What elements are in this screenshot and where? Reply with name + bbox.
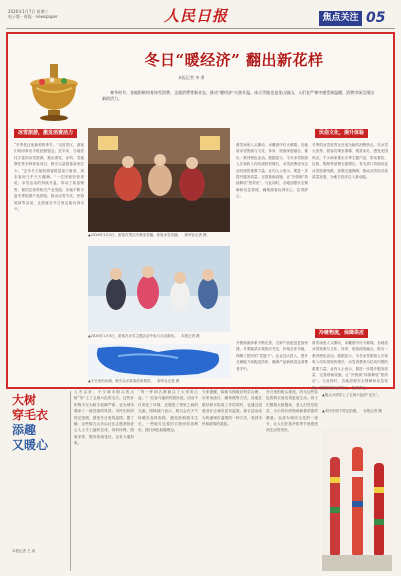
lower-divider-1 (70, 391, 71, 571)
header-date (8, 9, 58, 19)
photo-sled-ride-image (88, 128, 230, 232)
hotpot-illustration (26, 62, 82, 124)
feature-title: 冬日“暖经济” 翻出新花样 (144, 51, 324, 69)
feature-col-3b: 冷链物流体系不断完善，生鲜产品配送更加快捷。冬季蔬菜水果供应充足，价格总体平稳，保障了居民的“菜篮子”。企业加大投入，提升仓储能力和配送效率，确保产品新鲜送达消费者手中。 (236, 341, 308, 371)
lower-headline (12, 393, 68, 553)
lower-headline-line4: 又暖心 (12, 438, 49, 452)
photo-tree-sweaters-image (322, 427, 392, 571)
lower-byline: 本报记者 王 某 (12, 549, 36, 553)
photo-ice-games (88, 246, 230, 332)
photo-ice-lake (88, 344, 230, 378)
lower-headline-line3: 添趣 (12, 423, 37, 437)
lower-col-4: 冬日里的街头巷尾，因为这些彩色的树衣而变得更加生动。孩子们围着大树嬉戏，老人们驻足欣赏，小小的针织物承载着浓浓的暖意，也成为城市文化的一部分，让人们在寒冷的季节里感受到生活的美好。 (266, 390, 318, 433)
subhead-ice-tourism: 冰雪旅游，激发消费活力 (14, 129, 77, 138)
feature-byline: 本报记者 李 勇 (178, 75, 205, 80)
newspaper-logo: 人民日报 (164, 7, 229, 25)
photo-sled-ride (88, 128, 230, 232)
lower-col-3: 专家提醒，给树木保暖应科学合理，可采用涂白、缠草绳等方式。各地在做好树木防寒工作的同时，也通过创意设计让城市更有温度。树衣活动成为传递城市温情的一种方式，受到市民和游客的欢迎。 (202, 390, 262, 427)
feature-col-3: 滑雪场里人头攒动，冰雕园中灯火璀璨。各地将冰雪资源与文化、体育、旅游深度融合，推出一系列特色活动。数据显示，今冬冰雪旅游人次和收入均实现较快增长，冰雪消费成为拉动内需的重要力量。业内人士表示，要进一步提升服务质量，完善基础设施，让“冷资源”持续释放“热效应”。与此同时，各地加强安全保障和应急管理，确保游客玩得安心、住得舒心。 (236, 143, 308, 199)
lower-headline-line1: 大树 (12, 393, 37, 407)
lower-col-2: “每一件树衣都倾注了大家的心血。”一位参与编织的居民说。活动不仅美化了环境，还增进了邻里之间的交流。园林部门表示，树衣会在天气转暖后及时拆除，避免影响树木生长。一些地方还将旧衣物回收再利用，践行绿色低碳理念。 (138, 390, 198, 433)
header-rule (6, 28, 395, 29)
lower-headline-line2: 穿毛衣 (12, 408, 49, 422)
lower-col-1: 入冬以来，不少城市街头的大树“穿”上了五颜六色的毛衣。这些针织物不仅为树木抵御严寒，也为城市增添了一道亮丽的风景。市民们纷纷驻足拍照，感受冬日里的温情。据了解，这些树衣大多由社区志愿者和爱心人士手工编织完成，用料环保、图案多样，既有传统花纹，也有卡通形象。 (74, 390, 134, 446)
section-badge: 焦点关注 (319, 11, 362, 26)
page-number: 05 (366, 10, 386, 26)
lower-photo-caption-2: ▲市民在树下驻足拍照。 本报记者 摄 (322, 409, 382, 413)
subhead-folk-culture: 民俗文化，提升体验 (315, 129, 368, 138)
photo-tree-sweaters (322, 427, 392, 571)
photo2-caption: ▲2026年1月5日，游客在冰雪主题活动中参与互动游戏。 本报记者 摄 (88, 334, 200, 338)
feature-col-4: 冬季的冰雪世界正在成为新的消费热点。在冰雪大世界，游客们乘坐滑梯、观赏冰灯，感受北国风光。不少商家推出冬季主题产品，带动餐饮、住宿、购物等消费全面增长。有关部门持续优化冰雪旅游线路，加强交通保障，推动冰雪经济高质量发展，为地方经济注入新动能。 (312, 143, 388, 180)
subhead-cold-chain: 冷链物流，保障供应 (315, 329, 368, 338)
feature-article (6, 32, 395, 389)
header-date-line1: 2026年1月7日 星期三 (8, 9, 49, 14)
lower-photo-caption-1: ▲街头大树穿上了五颜六色的“毛衣”。 (322, 393, 381, 397)
feature-col-4b: 滑雪场里人头攒动，冰雕园中灯火璀璨。各地将冰雪资源与文化、体育、旅游深度融合，推出一系列特色活动。数据显示，今冬冰雪旅游人次和收入均实现较快增长，冰雪消费成为拉动内需的重要力量。业内人士表示，要进一步提升服务质量，完善基础设施，让“冷资源”持续释放“热效应”。与此同时，各地加强安全保障和应急管理，确保游客玩得安心、住得舒心。 (312, 341, 388, 390)
page-header (0, 0, 401, 30)
photo1-caption: ▲2026年1月2日，游客在景区内乘坐雪橇、体验冰雪乐趣。 新华社记者 摄 (88, 233, 207, 237)
lower-article (6, 389, 395, 575)
header-date-line2: 电子版 · 时报 · newspaper (8, 14, 58, 19)
photo3-caption: ▲冬日里的冰湖，吸引众多游客前来观赏。 新华社记者 摄 (88, 379, 180, 383)
photo-ice-games-image (88, 246, 230, 332)
feature-col-1: “冬季是这里最美的季节。”走进景区，游客们纷纷拿出手机拍照留念。近年来，当地依托丰富的冰雪资源，推出滑雪、冰钓、雪地摩托等多种体验项目，吸引大量游客前来打卡。“去年冬天接待游客数量创下新高，周末客房几乎天天爆满。”一位民宿经营者说。冰雪运动的持续升温，带动了装备销售、餐饮住宿等相关产业发展。各地不断丰富冬季旅游产品供给，推出冰雪节庆、民俗展演等活动，让游客在冬日里也能玩得尽兴。 (14, 143, 84, 212)
feature-lead: 寒冬时节，各地积极培育冰雪消费、文旅消费等新业态，推动“暖经济”火热升温。冰天雪地也是金山银山，人们在严寒中感受到温暖，消费市场呈现出新的活力。 (102, 90, 375, 101)
photo-ice-lake-image (88, 344, 230, 378)
